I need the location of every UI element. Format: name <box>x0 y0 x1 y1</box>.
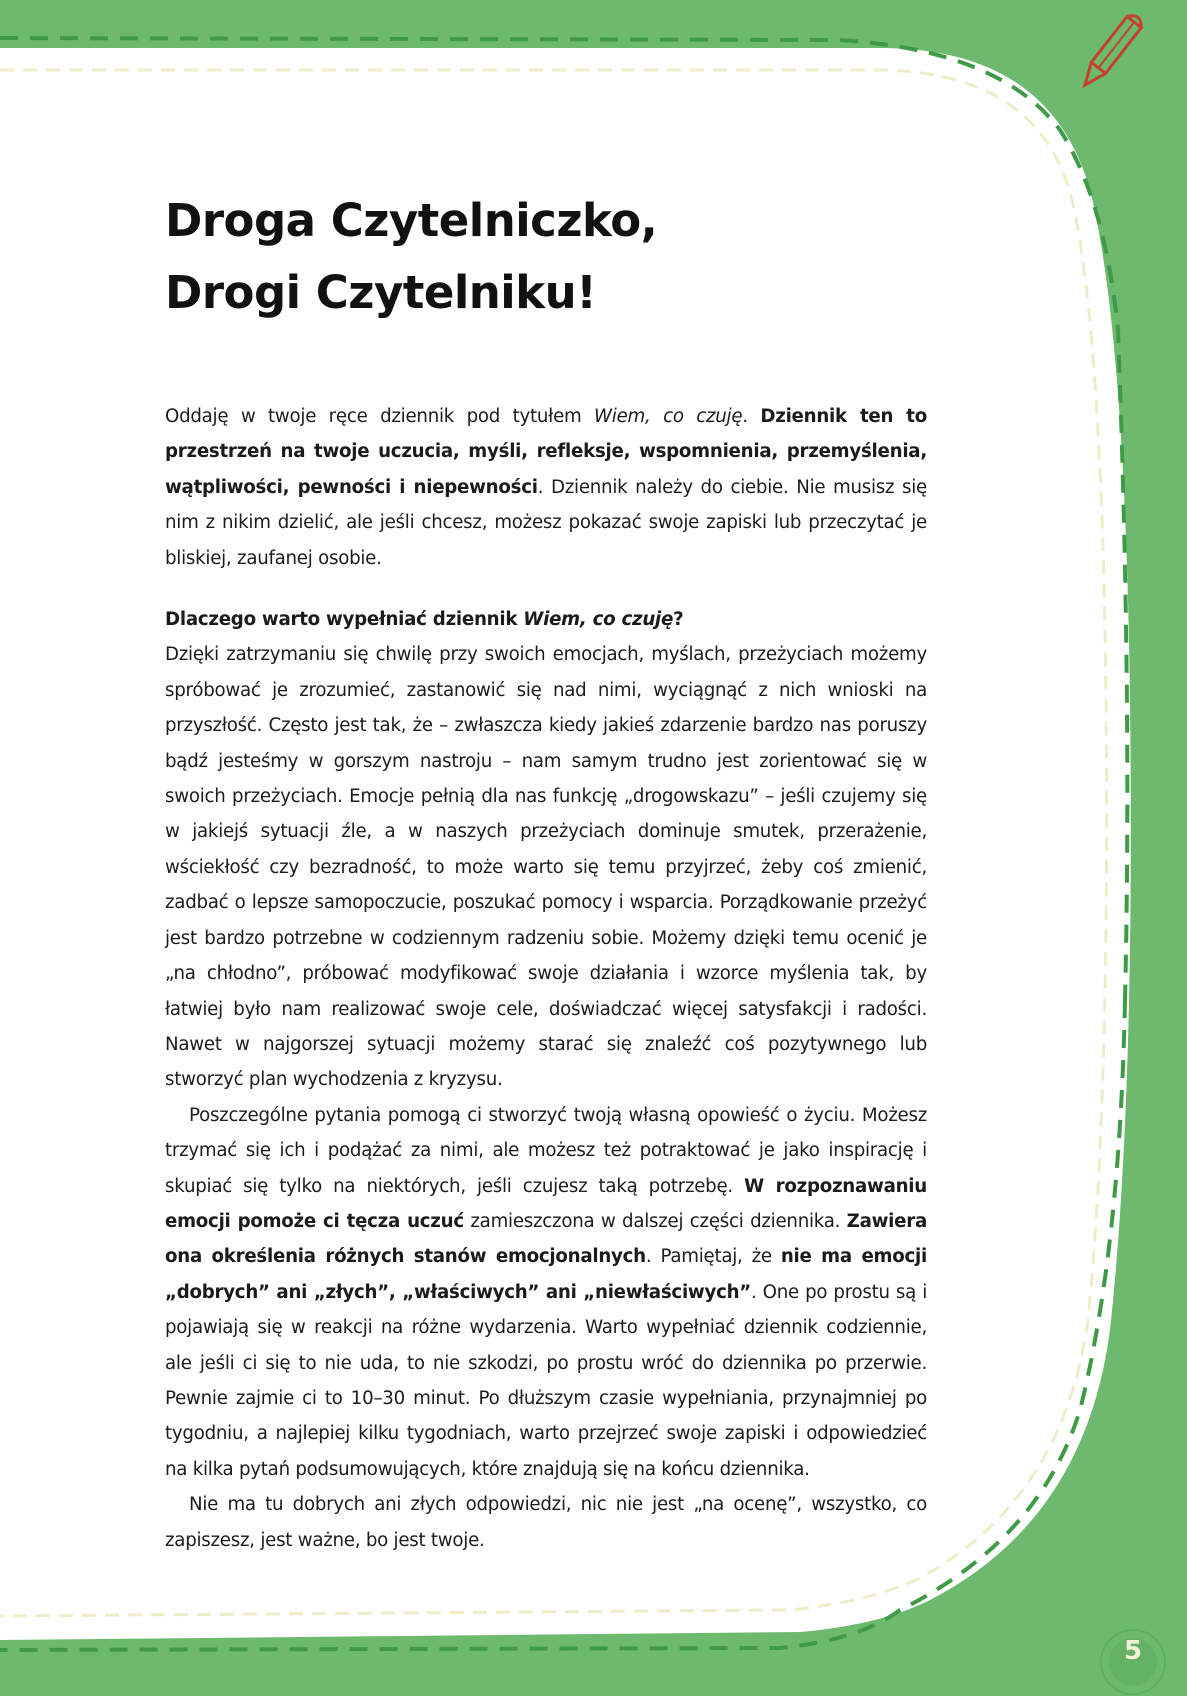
questions-text-4: . One po prostu są i pojawiają się w reakcji na różne wydarzenia. Warto wypełniać dziennik codziennie, ale jeśli ci się to nie uda, to nie szkodzi, po prostu wróć do dziennika po przerwie. Pewnie zajmie ci to 10–30 minut. Po dłuższym czasie wypełniania, przynajmniej po tygodniu, a najlepiej kilku tygodniach, warto przejrzeć swoje zapiski i odpowiedzieć na kilka pytań podsumowujących, które znajdują się na końcu dziennika. <box>165 1281 927 1480</box>
why-heading <box>165 602 927 637</box>
intro-journal-title: Wiem, co czuję <box>594 406 743 427</box>
questions-text-2: zamieszczona w dalszej części dziennika. <box>463 1210 847 1232</box>
letter-content <box>165 185 927 1558</box>
questions-paragraph <box>165 1098 927 1487</box>
why-heading-mark: ? <box>673 609 684 631</box>
questions-text-1: Poszczególne pytania pomogą ci stworzyć twoją własną opowieść o życiu. Możesz trzymać się ich i podążać za nimi, ale możesz też potraktować je jako inspirację i skupiać się tylko na niektórych, jeśli czujesz taką potrzebę. <box>165 1104 927 1197</box>
page-number: 5 <box>1123 1636 1143 1666</box>
questions-bold-1: W rozpoznawaniu emocji pomoże ci tęcza uczuć <box>165 1175 927 1232</box>
questions-bold-3: nie ma emocji „dobrych” ani „złych”, „właściwych” ani „niewłaściwych” <box>165 1246 927 1303</box>
intro-bold-statement: Dziennik ten to przestrzeń na twoje uczucia, myśli, refleksje, wspomnienia, przemyślenia, wątpliwości, pewności i niepewności <box>165 406 927 498</box>
why-paragraph: Dzięki zatrzymaniu się chwilę przy swoich emocjach, myślach, przeżyciach możemy spróbować je zrozumieć, zastanowić się nad nimi, wyciągnąć z nich wnioski na przyszłość. Często jest tak, że – zwłaszcza kiedy jakieś zdarzenie bardzo nas poruszy bądź jesteśmy w gorszym nastroju – nam samym trudno jest zorientować się w swoich przeżyciach. Emocje pełnią dla nas funkcję „drogowskazu” – jeśli czujemy się w jakiejś sytuacji źle, a w naszych przeżyciach dominuje smutek, przerażenie, wściekłość czy bezradność, to może warto się temu przyjrzeć, żeby coś zmienić, zadbać o lepsze samopoczucie, poszukać pomocy i wsparcia. Porządkowanie przeżyć jest bardzo potrzebne w codziennym radzeniu sobie. Możemy dzięki temu ocenić je „na chłodno”, próbować modyfikować swoje działania i wzorce myślenia tak, by łatwiej było nam realizować swoje cele, doświadczać więcej satysfakcji i radości. Nawet w najgorszej sytuacji możemy starać się znaleźć coś pozytywnego lub stworzyć plan wychodzenia z kryzysu. <box>165 644 927 1091</box>
intro-text-3: . Dziennik należy do ciebie. Nie musisz się nim z nikim dzielić, ale jeśli chcesz, możesz pokazać swoje zapiski lub przeczytać je bliskiej, zaufanej osobie. <box>165 476 927 569</box>
why-heading-text: Dlaczego warto wypełniać dziennik <box>165 609 524 631</box>
intro-text-1: Oddaję w twoje ręce dziennik pod tytułem <box>165 406 595 427</box>
intro-text-2: . <box>742 406 761 427</box>
page-title <box>165 185 927 329</box>
why-heading-journal-title: Wiem, co czuję <box>523 609 674 631</box>
closing-paragraph: Nie ma tu dobrych ani złych odpowiedzi, nic nie jest „na ocenę”, wszystko, co zapiszesz, jest ważne, bo jest twoje. <box>165 1494 927 1551</box>
questions-bold-2: Zawiera ona określenia różnych stanów emocjonalnych <box>165 1210 927 1268</box>
questions-text-3: . Pamiętaj, że <box>645 1246 781 1268</box>
intro-paragraph <box>165 399 927 576</box>
title-line-2: Drogi Czytelniku! <box>165 266 597 319</box>
title-line-1: Droga Czytelniczko, <box>165 194 658 247</box>
